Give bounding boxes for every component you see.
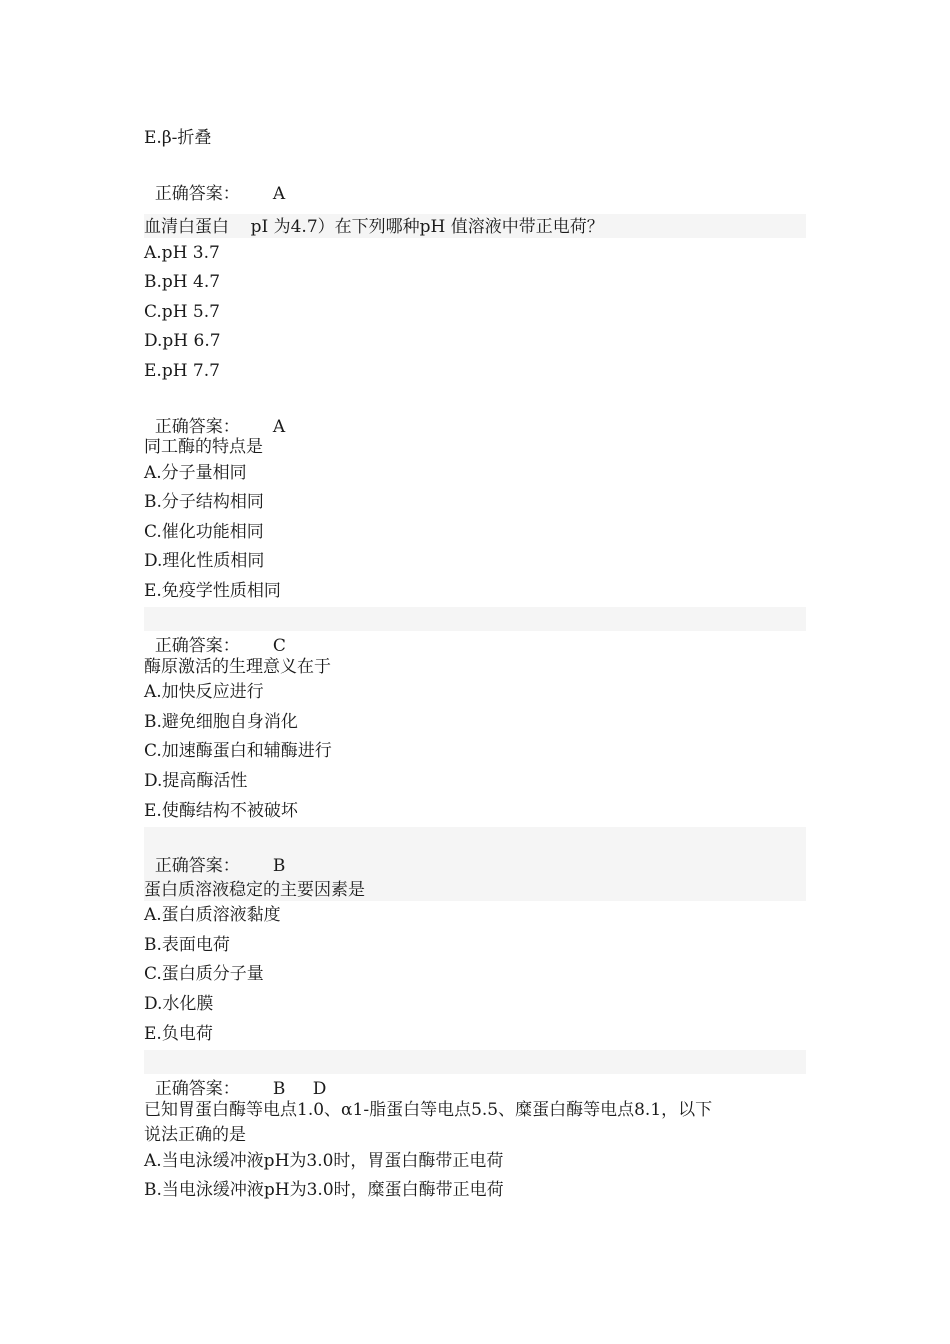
option-d: D.提高酶活性	[144, 771, 248, 791]
answer-value: B	[272, 856, 297, 876]
option-c: C.pH 5.7	[144, 302, 220, 322]
option-a: A.分子量相同	[144, 463, 247, 483]
option-e: E.负电荷	[144, 1024, 213, 1044]
option-d: D.pH 6.7	[144, 331, 221, 351]
question-stem-line-2: 说法正确的是	[144, 1125, 246, 1145]
option-a: A.蛋白质溶液黏度	[144, 905, 281, 925]
answer-row	[144, 1050, 338, 1099]
answer-label: 正确答案：	[154, 636, 240, 656]
answer-row	[144, 388, 297, 437]
answer-label: 正确答案：	[154, 856, 240, 876]
option-a: A.pH 3.7	[144, 243, 220, 263]
option-c: C.蛋白质分子量	[144, 964, 264, 984]
answer-row	[144, 827, 297, 876]
answer-value: C	[272, 636, 297, 656]
answer-row	[144, 155, 297, 204]
question-stem: 同工酶的特点是	[144, 437, 263, 457]
question-stem-line-1: 已知胃蛋白酶等电点1.0、α1-脂蛋白等电点5.5、糜蛋白酶等电点8.1，以下	[144, 1100, 713, 1120]
option-b: B.表面电荷	[144, 935, 230, 955]
answer-row	[144, 607, 297, 656]
option-a: A.当电泳缓冲液pH为3.0时，胃蛋白酶带正电荷	[144, 1151, 504, 1171]
answer-value: B D	[272, 1079, 338, 1099]
option-d: D.水化膜	[144, 994, 214, 1014]
option-b: B.当电泳缓冲液pH为3.0时，糜蛋白酶带正电荷	[144, 1180, 504, 1200]
answer-label: 正确答案：	[154, 184, 240, 204]
option-b: B.pH 4.7	[144, 272, 221, 292]
option-b: B.分子结构相同	[144, 492, 264, 512]
answer-value: A	[272, 184, 297, 204]
option-e: E.使酶结构不被破坏	[144, 801, 298, 821]
option-a: A.加快反应进行	[144, 682, 264, 702]
question-stem: 酶原激活的生理意义在于	[144, 657, 331, 677]
option-c: C.加速酶蛋白和辅酶进行	[144, 741, 332, 761]
option-b: B.避免细胞自身消化	[144, 712, 298, 732]
option-e: E.免疫学性质相同	[144, 581, 281, 601]
question-stem: 血清白蛋白 pI 为4.7）在下列哪种pH 值溶液中带正电荷？	[144, 217, 604, 237]
option-e: E.β-折叠	[144, 128, 212, 148]
option-d: D.理化性质相同	[144, 551, 265, 571]
answer-value: A	[272, 417, 297, 437]
option-c: C.催化功能相同	[144, 522, 264, 542]
answer-label: 正确答案：	[154, 417, 240, 437]
option-e: E.pH 7.7	[144, 361, 220, 381]
answer-label: 正确答案：	[154, 1079, 240, 1099]
question-stem: 蛋白质溶液稳定的主要因素是	[144, 880, 365, 900]
